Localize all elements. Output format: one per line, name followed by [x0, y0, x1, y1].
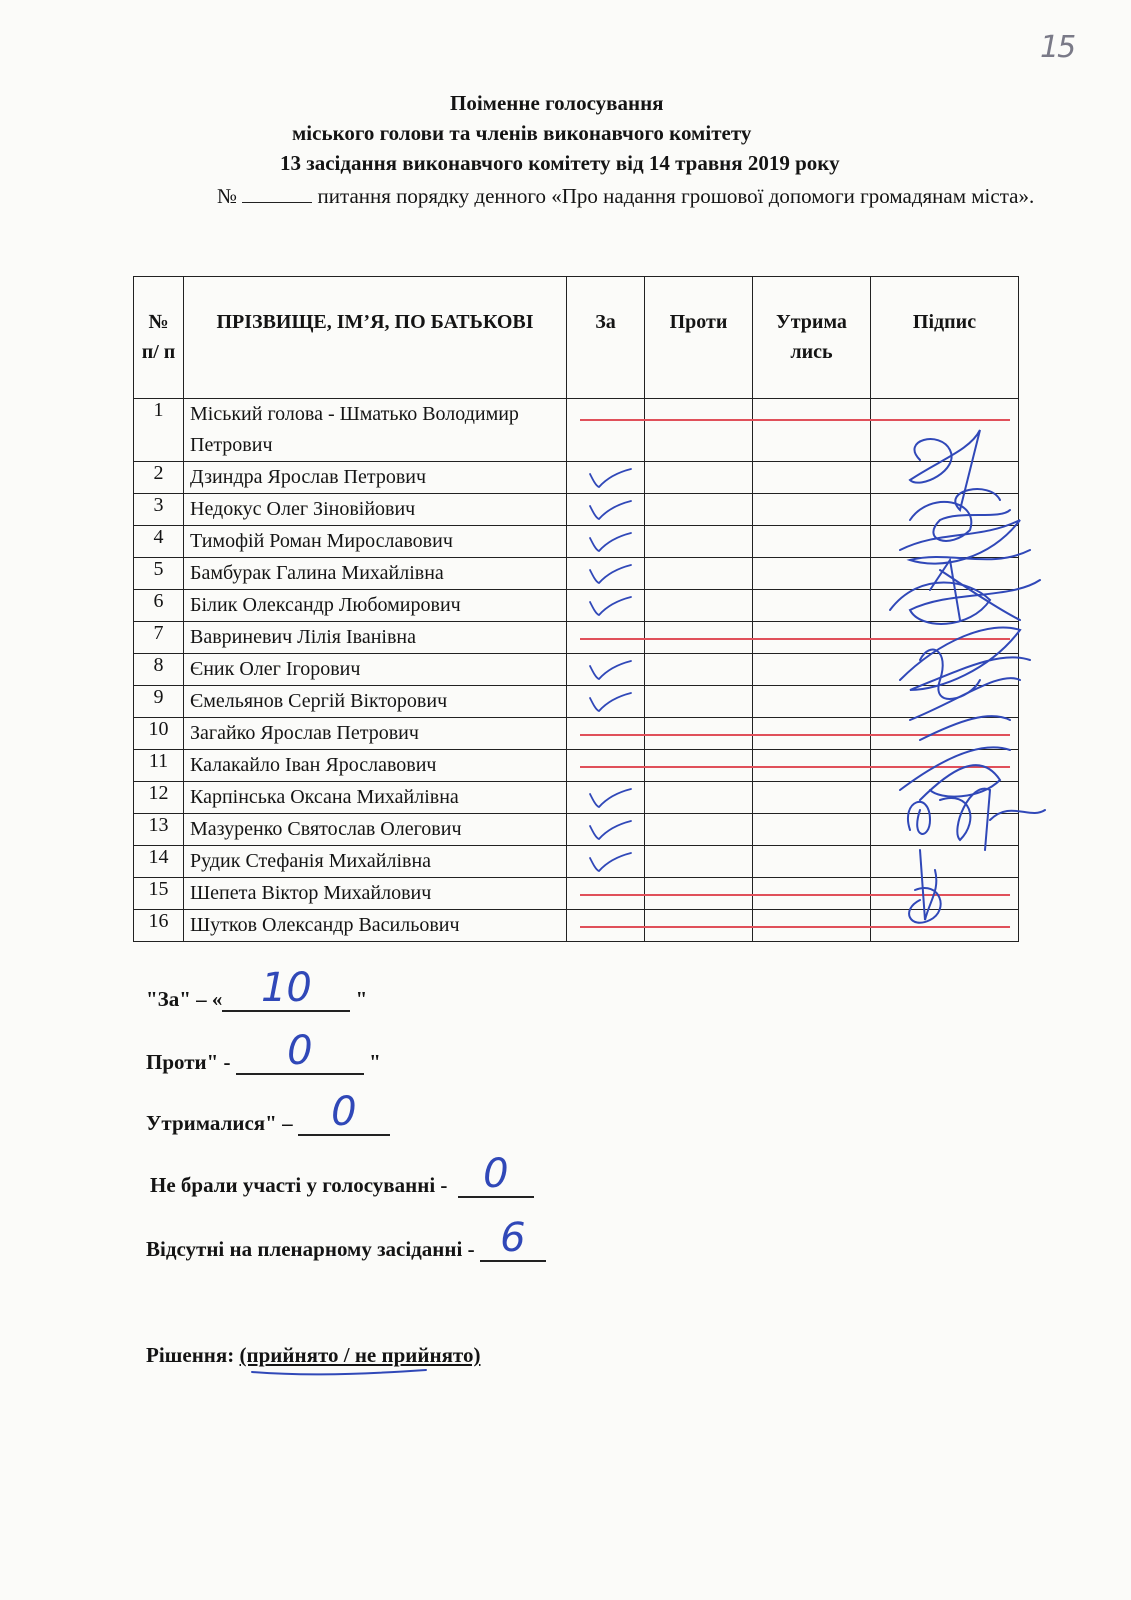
checkmark-icon	[587, 466, 633, 490]
member-name: Єник Олег Ігорович	[184, 654, 567, 686]
member-name: Білик Олександр Любомирович	[184, 590, 567, 622]
vote-abstained-cell	[753, 846, 871, 878]
header-against: Проти	[645, 277, 753, 399]
member-name: Ємельянов Сергій Вікторович	[184, 686, 567, 718]
tally-absent-value: 6	[500, 1215, 526, 1261]
title-line-1: Поіменне голосування	[450, 91, 664, 115]
row-number: 4	[134, 526, 184, 558]
tally-for-label: "За" – «	[146, 987, 223, 1011]
row-number: 3	[134, 494, 184, 526]
vote-abstained-cell	[753, 526, 871, 558]
member-name: Загайко Ярослав Петрович	[184, 718, 567, 750]
vote-against-cell	[645, 558, 753, 590]
tally-against-closing: "	[369, 1050, 381, 1074]
member-name: Тимофій Роман Мирославович	[184, 526, 567, 558]
checkmark-icon	[587, 818, 633, 842]
tally-against	[146, 1028, 381, 1075]
row-number: 15	[134, 878, 184, 910]
checkmark-icon	[587, 786, 633, 810]
header-num: № п/ п	[134, 277, 184, 399]
decision	[146, 1343, 480, 1368]
tally-absent-label: Відсутні на пленарному засіданні -	[146, 1237, 475, 1261]
row-number: 9	[134, 686, 184, 718]
vote-against-cell	[645, 399, 753, 462]
checkmark-icon	[587, 850, 633, 874]
vote-abstained-cell	[753, 558, 871, 590]
checkmark-icon	[587, 498, 633, 522]
member-name: Шутков Олександр Васильович	[184, 910, 567, 942]
row-number: 2	[134, 462, 184, 494]
vote-for-cell	[567, 399, 645, 462]
table-header-row	[134, 277, 1019, 399]
tally-not-voted	[150, 1151, 534, 1198]
vote-against-cell	[645, 494, 753, 526]
member-name: Бамбурак Галина Михайлівна	[184, 558, 567, 590]
title-line-2: міського голови та членів виконавчого комітету	[292, 121, 752, 145]
vote-against-cell	[645, 654, 753, 686]
checkmark-icon	[587, 530, 633, 554]
row-number: 10	[134, 718, 184, 750]
vote-for-cell	[567, 654, 645, 686]
row-number: 16	[134, 910, 184, 942]
vote-for-cell	[567, 558, 645, 590]
tally-for-value: 10	[260, 965, 312, 1011]
vote-against-cell	[645, 686, 753, 718]
vote-against-cell	[645, 814, 753, 846]
vote-abstained-cell	[753, 686, 871, 718]
member-name: Вавриневич Лілія Іванівна	[184, 622, 567, 654]
row-number: 7	[134, 622, 184, 654]
member-name: Дзиндра Ярослав Петрович	[184, 462, 567, 494]
agenda-item	[217, 181, 1039, 211]
vote-for-cell	[567, 814, 645, 846]
agenda-number-sign: №	[217, 184, 238, 208]
decision-options: (прийнято / не прийнято)	[239, 1343, 481, 1367]
member-name: Рудик Стефанія Михайлівна	[184, 846, 567, 878]
tally-for-closing: "	[355, 987, 368, 1011]
tally-abstained-label: Утрималися" –	[146, 1111, 293, 1135]
member-name: Міський голова - Шматько Володимир Петрович	[184, 399, 567, 462]
checkmark-icon	[587, 594, 633, 618]
vote-against-cell	[645, 526, 753, 558]
member-name: Мазуренко Святослав Олегович	[184, 814, 567, 846]
row-number: 14	[134, 846, 184, 878]
header-signature: Підпис	[871, 277, 1019, 399]
vote-against-cell	[645, 846, 753, 878]
vote-for-cell	[567, 782, 645, 814]
row-number: 11	[134, 750, 184, 782]
page-number: 15	[1040, 30, 1075, 65]
row-number: 5	[134, 558, 184, 590]
vote-for-cell	[567, 846, 645, 878]
decision-handwritten-underline	[250, 1366, 430, 1380]
member-name: Недокус Олег Зіновійович	[184, 494, 567, 526]
agenda-number-blank	[242, 184, 312, 203]
tally-not-voted-value: 0	[483, 1151, 509, 1197]
checkmark-icon	[587, 658, 633, 682]
vote-for-cell	[567, 526, 645, 558]
row-number: 12	[134, 782, 184, 814]
tally-against-value: 0	[287, 1028, 313, 1074]
header-name: ПРІЗВИЩЕ, ІМ’Я, ПО БАТЬКОВІ	[184, 277, 567, 399]
member-name: Калакайло Іван Ярославович	[184, 750, 567, 782]
vote-for-cell	[567, 462, 645, 494]
agenda-text: питання порядку денного «Про надання грошової допомоги громадянам міста».	[317, 184, 1035, 208]
tally-abstained-value: 0	[331, 1089, 357, 1135]
vote-abstained-cell	[753, 782, 871, 814]
checkmark-icon	[587, 690, 633, 714]
tally-against-label: Проти" -	[146, 1050, 231, 1074]
vote-abstained-cell	[753, 654, 871, 686]
member-name: Шепета Віктор Михайлович	[184, 878, 567, 910]
title-line-3: 13 засідання виконавчого комітету від 14 травня 2019 року	[280, 151, 840, 175]
vote-abstained-cell	[753, 399, 871, 462]
vote-abstained-cell	[753, 462, 871, 494]
vote-abstained-cell	[753, 494, 871, 526]
row-number: 1	[134, 399, 184, 462]
signatures-image	[880, 420, 1050, 940]
tally-for	[146, 965, 368, 1012]
vote-abstained-cell	[753, 814, 871, 846]
tally-not-voted-label: Не брали участі у голосуванні -	[150, 1173, 448, 1197]
decision-label: Рішення:	[146, 1343, 235, 1367]
header-abstained: Утрима лись	[753, 277, 871, 399]
vote-for-cell	[567, 494, 645, 526]
tally-absent	[146, 1215, 546, 1262]
checkmark-icon	[587, 562, 633, 586]
header-for: За	[567, 277, 645, 399]
row-number: 8	[134, 654, 184, 686]
vote-for-cell	[567, 590, 645, 622]
vote-against-cell	[645, 590, 753, 622]
vote-for-cell	[567, 686, 645, 718]
vote-abstained-cell	[753, 590, 871, 622]
member-name: Карпінська Оксана Михайлівна	[184, 782, 567, 814]
row-number: 13	[134, 814, 184, 846]
vote-against-cell	[645, 462, 753, 494]
row-number: 6	[134, 590, 184, 622]
tally-abstained	[146, 1089, 390, 1136]
vote-against-cell	[645, 782, 753, 814]
